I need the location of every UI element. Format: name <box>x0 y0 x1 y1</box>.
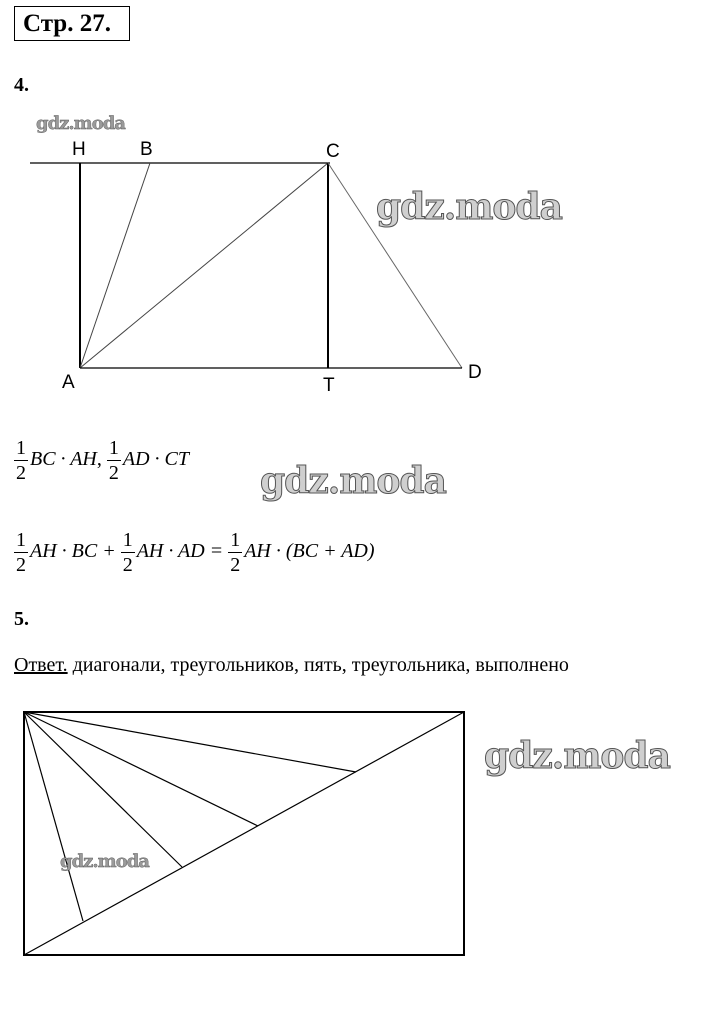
fraction: $\frac{1}{2}$ <box>122 529 133 576</box>
page-title: Стр. 27. <box>14 6 130 41</box>
segment-1 <box>24 712 356 772</box>
fraction: $\frac{1}{2}$ <box>108 437 119 484</box>
segment-ac <box>80 163 328 368</box>
rectangle-figure <box>24 712 464 955</box>
point-h-label: H <box>72 139 86 160</box>
watermark: gdz.moda <box>376 186 562 228</box>
point-t-label: T <box>323 375 335 396</box>
fraction: $\frac{1}{2}$ <box>16 529 26 576</box>
watermark: gdz.moda <box>484 735 670 777</box>
watermark: gdz.moda <box>36 113 125 134</box>
fraction: $\frac{1}{2}$ <box>16 437 26 484</box>
segment-4 <box>24 712 83 921</box>
segment-2 <box>24 712 258 826</box>
task-5-number: 5. <box>14 608 29 630</box>
diagonal <box>24 712 464 955</box>
fraction: $\frac{1}{2}$ <box>230 529 241 576</box>
point-c-label: C <box>326 141 340 162</box>
task-4-number: 4. <box>14 74 29 96</box>
point-d-label: D <box>468 362 482 383</box>
watermark: gdz.moda <box>260 460 446 502</box>
formula-trapezoid-area: $\frac{1}{2}$ AH · BC + $\frac{1}{2}$ AH · AD = $\frac{1}{2}$ AH · (BC + AD) <box>16 529 375 576</box>
answer-text: диагонали, треугольников, пять, треугольника, выполнено <box>67 654 569 676</box>
segment-3 <box>24 712 182 867</box>
segment-ab <box>80 163 150 368</box>
formula-areas: $\frac{1}{2}$ BC · AH, $\frac{1}{2}$ AD · CT <box>16 437 189 484</box>
answer-line <box>14 654 569 677</box>
point-b-label: B <box>140 139 153 160</box>
answer-label: Ответ. <box>14 654 68 676</box>
watermark: gdz.moda <box>60 851 149 872</box>
point-a-label: A <box>62 372 75 393</box>
